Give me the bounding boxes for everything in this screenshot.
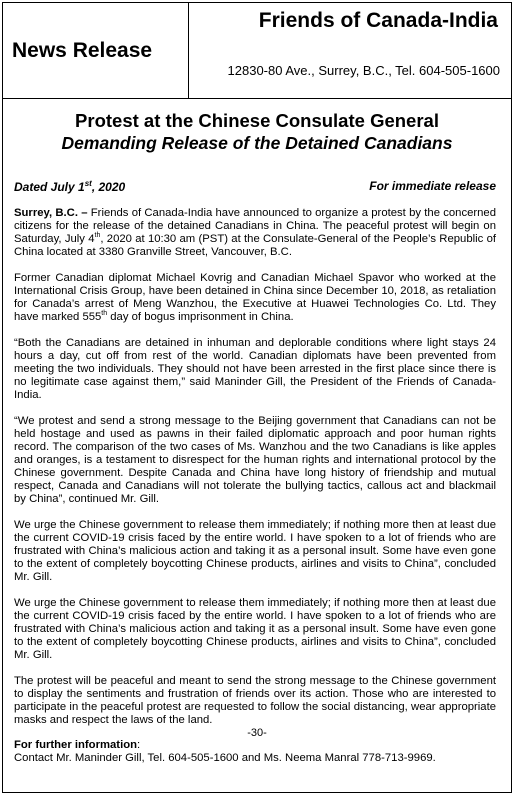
organization-address: 12830-80 Ave., Surrey, B.C., Tel. 604-505-1600 xyxy=(227,63,500,78)
letterhead xyxy=(3,3,511,99)
release-note: For immediate release xyxy=(369,179,496,193)
subheadline: Demanding Release of the Detained Canadians xyxy=(61,133,453,153)
end-marker: -30- xyxy=(247,727,267,739)
paragraph-quote-protest: “We protest and send a strong message to the Beijing government that Canadians can not be held hostage and used as pawns in their failed diplomatic approach and poor human rights record. The comparison of the two cases of Ms. Wanzhou and the two Canadians is like apples and oranges, is a testament to disrespect for the human rights and international protocol by the Chinese government. Despite Canada and China have long history of friendship and mutual respect, Canada and Canadians will not tolerate the bullying tactics, callous act and blackmail by China”, continued Mr. Gill. xyxy=(14,415,496,505)
organization-name: Friends of Canada-India xyxy=(258,9,498,32)
paragraph-intro: Surrey, B.C. – Friends of Canada-India have announced to organize a protest by the concerned citizens for the release of the detained Canadians in China. The peaceful protest will begin on Saturday, July 4th, 2020 at 10:30 am (PST) at the Consulate-General of the People’s Republic of China located at 3380 Granville Street, Vancouver, B.C. xyxy=(14,207,497,258)
news-release-page xyxy=(2,2,512,793)
location-lead: Surrey, B.C. – xyxy=(14,207,88,219)
release-label: News Release xyxy=(12,38,153,62)
dateline xyxy=(14,179,496,194)
organization-box xyxy=(189,3,511,98)
headline: Protest at the Chinese Consulate General xyxy=(75,110,439,131)
paragraph-background: Former Canadian diplomat Michael Kovrig and Canadian Michael Spavor who worked at the International Crisis Group, have been detained in China since December 10, 2018, as retaliation for Canada’s arrest of Meng Wanzhou, the Executive at Huawei Technologies Co. Ltd. They have marked 555th day of bogus imprisonment in China. xyxy=(14,272,496,323)
contact-block xyxy=(14,739,496,765)
release-date: Dated July 1st, 2020 xyxy=(14,179,126,194)
paragraph-urge-release-repeat: We urge the Chinese government to release them immediately; if nothing more then at least due the current COVID-19 crisis faced by the entire world. I have spoken to a lot of friends who are frustrated with China’s malicious action and taking it as a personal insult. Some have even gone to the extent of completely boycotting Chinese products, airlines and visits to China”, concluded Mr. Gill. xyxy=(14,597,496,661)
contact-heading-line: For further information: xyxy=(14,739,141,751)
contact-heading: For further information xyxy=(14,739,138,751)
paragraph-urge-release: We urge the Chinese government to release them immediately; if nothing more then at least due the current COVID-19 crisis faced by the entire world. I have spoken to a lot of friends who are frustrated with China’s malicious action and taking it as a personal insult. Some have even gone to the extent of completely boycotting Chinese products, airlines and visits to China”, concluded Mr. Gill. xyxy=(14,519,496,583)
headline-block xyxy=(3,110,511,154)
paragraph-quote-detention: “Both the Canadians are detained in inhuman and deplorable conditions where light stays 24 hours a day, cut off from rest of the world. Canadian diplomats have been prevented from meeting the two individuals. They should not have been arrested in the first place since there is no legitimate case against them,” said Maninder Gill, the President of the Friends of Canada-India. xyxy=(14,337,496,401)
article-body xyxy=(14,207,496,727)
contact-details: Contact Mr. Maninder Gill, Tel. 604-505-1600 and Ms. Neema Manral 778-713-9969. xyxy=(14,752,436,764)
paragraph-protest-details: The protest will be peaceful and meant to send the strong message to the Chinese government to display the sentiments and frustration of friends over its action. Those who are interested to participate in the peaceful protest are requested to follow the social distancing, wear appropriate masks and respect the laws of the land. xyxy=(14,675,496,726)
release-label-box xyxy=(3,3,189,98)
